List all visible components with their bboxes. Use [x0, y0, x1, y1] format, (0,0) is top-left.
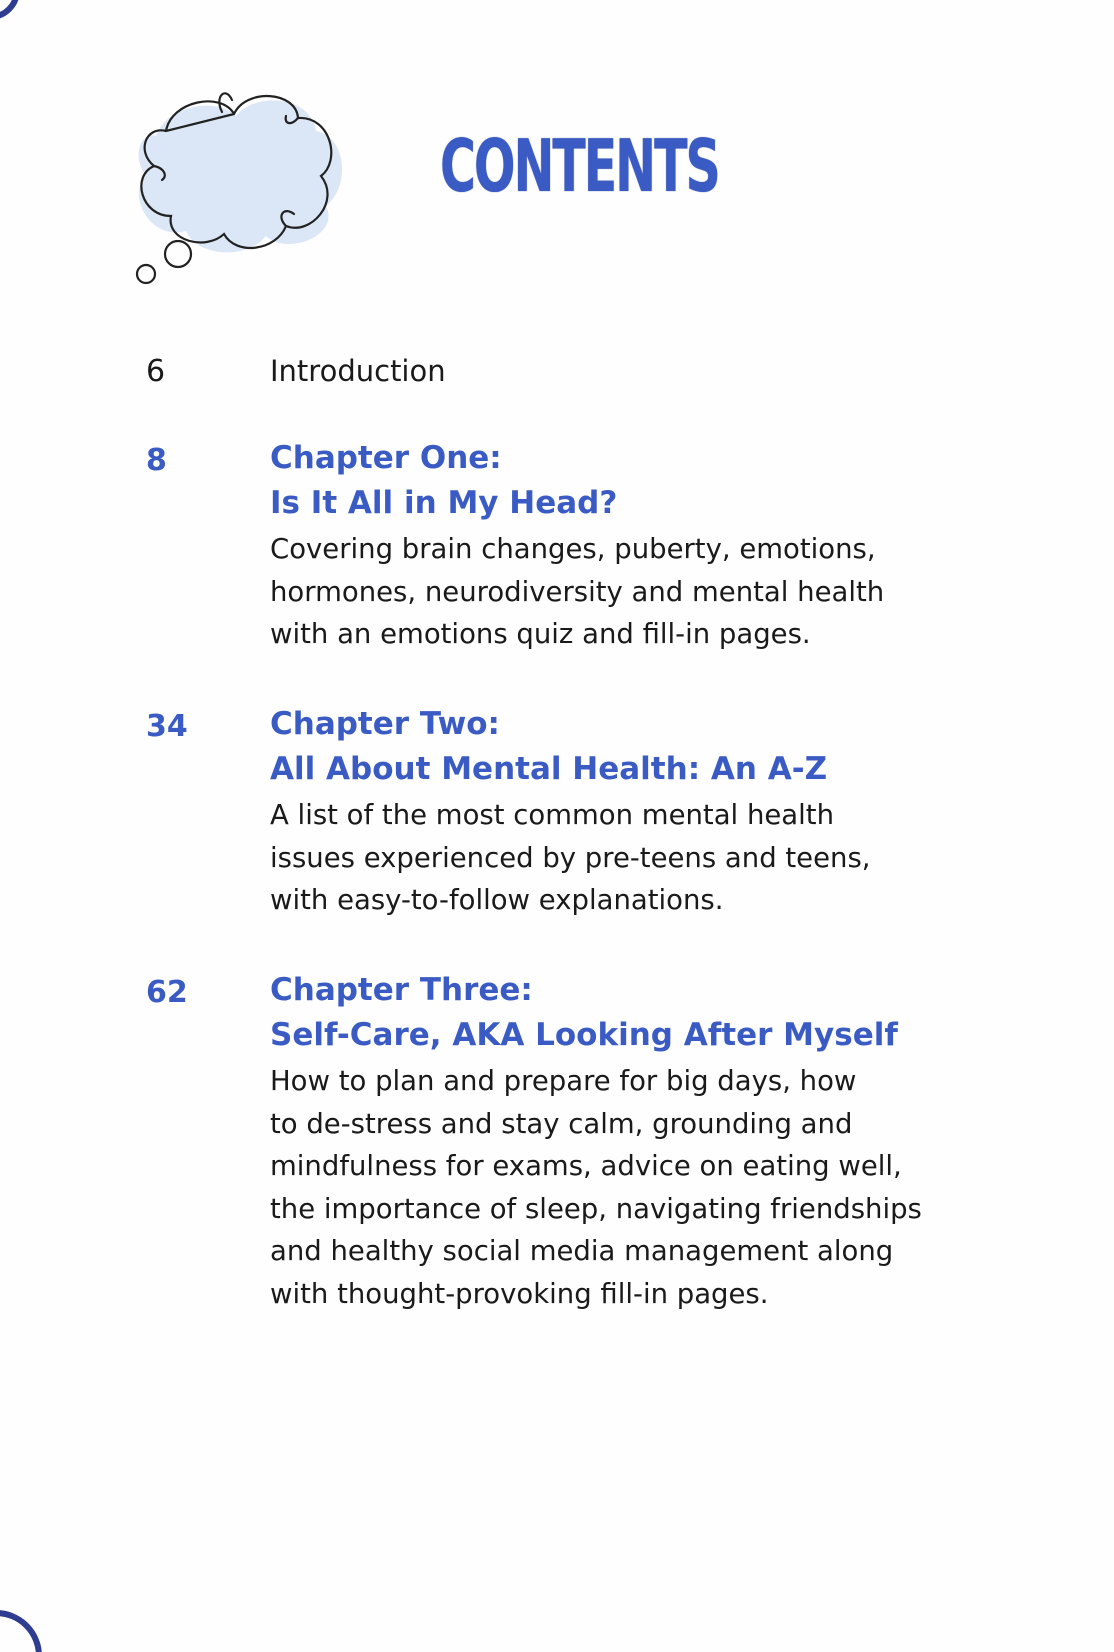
- entry-text: [270, 436, 1030, 656]
- thought-cloud-icon: [126, 76, 356, 306]
- chapter-title: Is It All in My Head?: [270, 485, 618, 521]
- description-line: How to plan and prepare for big days, how: [270, 1065, 857, 1097]
- description-line: the importance of sleep, navigating friendships: [270, 1192, 922, 1225]
- chapter-description: [270, 1060, 1030, 1315]
- page-corner-decoration: [0, 0, 20, 20]
- entry-text: [270, 702, 1030, 922]
- page-title: CONTENTS: [440, 124, 719, 208]
- chapter-label: Chapter One:: [270, 440, 502, 476]
- chapter-title: All About Mental Health: An A-Z: [270, 751, 828, 787]
- chapter-label: Chapter Three:: [270, 972, 533, 1008]
- page-number: 8: [146, 443, 167, 478]
- chapter-title: Self-Care, AKA Looking After Myself: [270, 1017, 898, 1053]
- description-line: hormones, neurodiversity and mental health: [270, 575, 885, 608]
- page-number: 6: [146, 354, 166, 389]
- page-corner-decoration: [0, 1610, 42, 1652]
- description-line: issues experienced by pre-teens and teens,: [270, 841, 871, 874]
- chapter-description: [270, 794, 1030, 922]
- description-line: with thought-provoking fill-in pages.: [270, 1277, 769, 1310]
- chapter-description: [270, 528, 1030, 656]
- description-line: to de-stress and stay calm, grounding and: [270, 1107, 853, 1140]
- entry-text: [270, 354, 1030, 388]
- description-line: A list of the most common mental health: [270, 799, 834, 831]
- description-line: and healthy social media management along: [270, 1235, 894, 1267]
- entry-title: Introduction: [270, 354, 446, 388]
- page-number: 34: [146, 709, 188, 744]
- chapter-label: Chapter Two:: [270, 706, 500, 742]
- description-line: mindfulness for exams, advice on eating well,: [270, 1150, 902, 1182]
- description-line: with easy-to-follow explanations.: [270, 884, 724, 916]
- description-line: with an emotions quiz and fill-in pages.: [270, 618, 811, 650]
- page-number: 62: [146, 975, 188, 1010]
- description-line: Covering brain changes, puberty, emotions,: [270, 533, 876, 565]
- entry-text: [270, 968, 1030, 1315]
